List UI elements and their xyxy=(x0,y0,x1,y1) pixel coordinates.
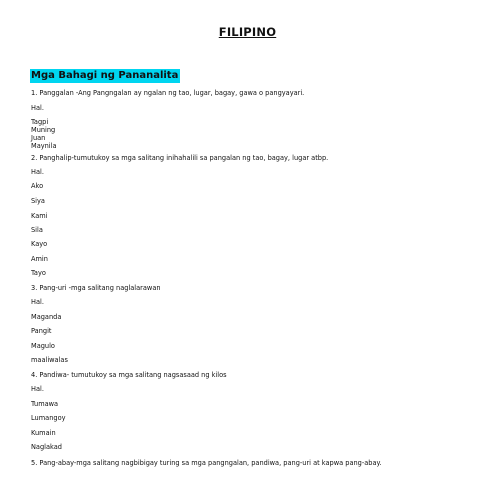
hal-label: Hal. xyxy=(31,298,44,306)
section-heading: Mga Bahagi ng Pananalita xyxy=(31,70,179,81)
document-title: FILIPINO xyxy=(218,25,277,39)
hal-label: Hal. xyxy=(31,385,44,393)
example-item: Tagpi xyxy=(31,118,49,126)
definition-panghalip: 2. Panghalip-tumutukoy sa mga salitang inihahalili sa pangalan ng tao, bagay, lugar atbp. xyxy=(31,154,329,162)
example-item: Kumain xyxy=(31,429,56,437)
example-item: Juan xyxy=(31,134,46,142)
example-item: Tayo xyxy=(31,269,46,277)
example-item: Tumawa xyxy=(31,400,59,408)
hal-label: Hal. xyxy=(31,168,44,176)
example-item: Kayo xyxy=(31,240,48,248)
definition-pang-abay: 5. Pang-abay-mga salitang nagbibigay turing sa mga pangngalan, pandiwa, pang-uri at kapwa pang-abay. xyxy=(31,459,382,467)
definition-panggalan: 1. Panggalan -Ang Pangngalan ay ngalan ng tao, lugar, bagay, gawa o pangyayari. xyxy=(31,89,305,97)
example-item: Maganda xyxy=(31,313,62,321)
example-item: Sila xyxy=(31,226,43,234)
definition-pang-uri: 3. Pang-uri -mga salitang naglalarawan xyxy=(31,284,161,292)
example-item: Lumangoy xyxy=(31,414,66,422)
example-item: Magulo xyxy=(31,342,55,350)
definition-pandiwa: 4. Pandiwa- tumutukoy sa mga salitang nagsasaad ng kilos xyxy=(31,371,227,379)
example-item: Naglakad xyxy=(31,443,62,451)
example-item: Maynila xyxy=(31,142,57,150)
example-item: Siya xyxy=(31,197,45,205)
example-item: Amin xyxy=(31,255,48,263)
hal-label: Hal. xyxy=(31,104,44,112)
example-item: maaliwalas xyxy=(31,356,68,364)
example-item: Kami xyxy=(31,212,48,220)
example-item: Pangit xyxy=(31,327,52,335)
example-item: Muning xyxy=(31,126,56,134)
example-item: Ako xyxy=(31,182,44,190)
